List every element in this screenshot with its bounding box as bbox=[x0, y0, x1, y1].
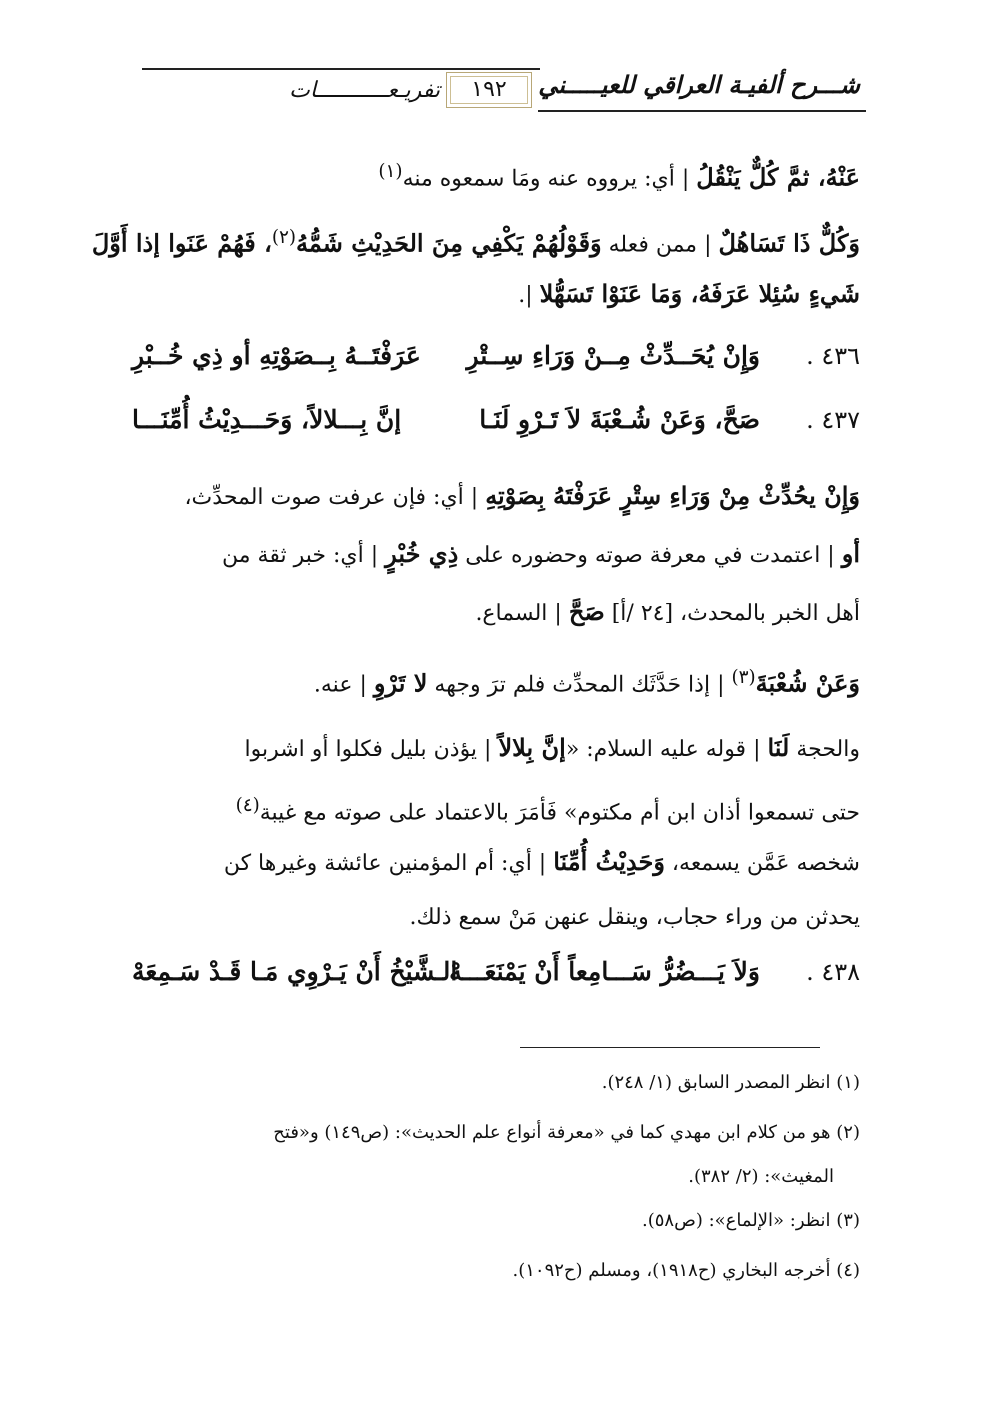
header-top-rule bbox=[142, 68, 540, 70]
commentary: | يؤذن بليل فكلوا أو اشربوا bbox=[244, 737, 492, 762]
second-hemistich: إنَّ بِـــلالاً، وَحَـــدِيْثُ أُمِّنَـــا bbox=[132, 405, 402, 434]
text-line-3 bbox=[142, 274, 860, 316]
commentary: | إذا حَدَّثَك المحدِّث فلم ترَ وجهه bbox=[434, 672, 725, 698]
verse-438 bbox=[132, 950, 860, 994]
verse-quote: ، فَهُمْ عَنَوا إذا أَوَّلَ bbox=[91, 228, 272, 258]
commentary: | السماع. bbox=[475, 601, 562, 626]
commentary: شخصه عَمَّن يسمعه، bbox=[671, 851, 860, 876]
second-hemistich: عَرَفْتَــهُ بِــصَوْتِهِ أو ذِي خُــبْرِ bbox=[132, 341, 421, 370]
verse-quote: وَإِنْ يحُدِّثْ مِنْ وَرَاءِ سِتْرٍ عَرَفْتَهُ بِصَوْتِهِ bbox=[485, 481, 860, 510]
footnote-4: (٤) أخرجه البخاري (ح١٩١٨)، ومسلم (ح١٠٩٢). bbox=[512, 1260, 860, 1281]
commentary: أهل الخبر بالمحدث، [٢٤ /أ] bbox=[611, 601, 860, 626]
verse-number: ٤٣٧ . bbox=[806, 406, 860, 434]
text-line-6 bbox=[142, 592, 860, 634]
verse-quote: وَكُلٌّ ذَا تَسَاهُلٌ bbox=[718, 228, 860, 258]
verse-436 bbox=[132, 334, 860, 378]
footnote-ref: (٢) bbox=[271, 227, 297, 248]
footnote-ref: (٤) bbox=[235, 795, 260, 816]
commentary: | قوله عليه السلام: « bbox=[565, 737, 761, 762]
verse-quote: وَعَنْ شُعْبَةَ bbox=[755, 668, 860, 698]
verse-number: ٤٣٨ . bbox=[806, 958, 860, 986]
page-number: ١٩٢ bbox=[446, 72, 532, 108]
text-line-4 bbox=[142, 476, 860, 518]
hadith-quote: إنَّ بِلالاً bbox=[498, 733, 566, 762]
text-line-8 bbox=[142, 728, 860, 770]
commentary: حتى تسمعوا أذان ابن أم مكتوم» فَأمَرَ بالاعتماد على صوته مع غيبة bbox=[259, 800, 860, 826]
text-line-5 bbox=[142, 534, 860, 576]
verse-quote: وَحَدِيْثُ أُمِّنَا bbox=[553, 847, 665, 876]
verse-quote: وَقَوْلُهُمْ يَكْفِي مِنَ الحَدِيْثِ شَمُّهُ bbox=[296, 228, 602, 258]
text-line-7 bbox=[142, 658, 860, 705]
verse-quote: عَنْهُ، ثمَّ كُلٌّ يَنْقُلُ bbox=[696, 162, 860, 192]
commentary: | أي: يرووه عنه ومَا سمعوه منه bbox=[402, 166, 690, 192]
verse-quote: أو bbox=[841, 539, 860, 568]
text-line-2 bbox=[91, 218, 860, 265]
verse-quote: لا تَرْوِ bbox=[373, 668, 428, 698]
first-hemistich: وَإِنْ يُحَــدِّثْ مِــنْ وَرَاءِ سِــتْرِ bbox=[466, 341, 760, 370]
commentary: | أي: خبر ثقة من bbox=[222, 543, 379, 568]
text-line-11 bbox=[142, 898, 860, 938]
commentary: | عنه. bbox=[313, 672, 367, 698]
verse-quote: شَيءٍ سُئِلا عَرَفَهُ، وَمَا عَنَوْا تَسَهُّلا bbox=[539, 279, 860, 308]
second-hemistich: الـشَّيْخُ أَنْ يَـرْوِي مَـا قَـدْ سَـمِعَهْ bbox=[132, 957, 458, 986]
verse-number: ٤٣٦ . bbox=[806, 342, 860, 370]
footnote-separator bbox=[520, 1047, 820, 1048]
footnote-2-continued: المغيث»: (٢/ ٣٨٢). bbox=[688, 1166, 834, 1187]
section-title: تفريـعـــــــــــات bbox=[289, 78, 440, 103]
verse-quote: ذِي خُبْرٍ bbox=[385, 539, 459, 568]
commentary: |. bbox=[518, 283, 533, 308]
footnote-3: (٣) انظر: «الإلماع»: (ص٥٨). bbox=[641, 1210, 860, 1231]
footnote-1: (١) انظر المصدر السابق (١/ ٢٤٨). bbox=[601, 1072, 860, 1093]
commentary: | ممن فعله bbox=[608, 232, 712, 258]
commentary: والحجة bbox=[796, 737, 860, 762]
commentary: يحدثن من وراء حجاب، وينقل عنهن مَنْ سمع ذلك. bbox=[409, 905, 860, 930]
text-line-1 bbox=[142, 152, 860, 199]
footnote-ref: (٣) bbox=[731, 667, 756, 688]
first-hemistich: صَحَّ، وَعَنْ شُـعْبَةَ لاَ تَـرْوِ لَنَـا bbox=[479, 405, 760, 434]
text-line-10 bbox=[142, 842, 860, 884]
commentary: | اعتمدت في معرفة صوته وحضوره على bbox=[465, 543, 835, 568]
verse-quote: لَنَا bbox=[767, 733, 790, 762]
footnote-ref: (١) bbox=[378, 161, 403, 182]
footnote-2: (٢) هو من كلام ابن مهدي كما في «معرفة أنواع علم الحديث»: (ص١٤٩) و«فتح bbox=[273, 1122, 860, 1143]
commentary: | أي: أم المؤمنين عائشة وغيرها كن bbox=[223, 851, 547, 876]
first-hemistich: وَلاَ يَـــضُرُّ سَـــامِعاً أَنْ يَمْنَعَـــهْ bbox=[449, 957, 760, 986]
verse-quote: صَحَّ bbox=[568, 597, 605, 626]
running-title: شـــرح ألفيـة العراقي للعيـــــني bbox=[538, 70, 860, 99]
text-line-9 bbox=[142, 786, 860, 833]
verse-437 bbox=[132, 398, 860, 442]
header-bottom-rule bbox=[538, 110, 866, 112]
commentary: | أي: فإن عرفت صوت المحدِّث، bbox=[184, 485, 479, 510]
